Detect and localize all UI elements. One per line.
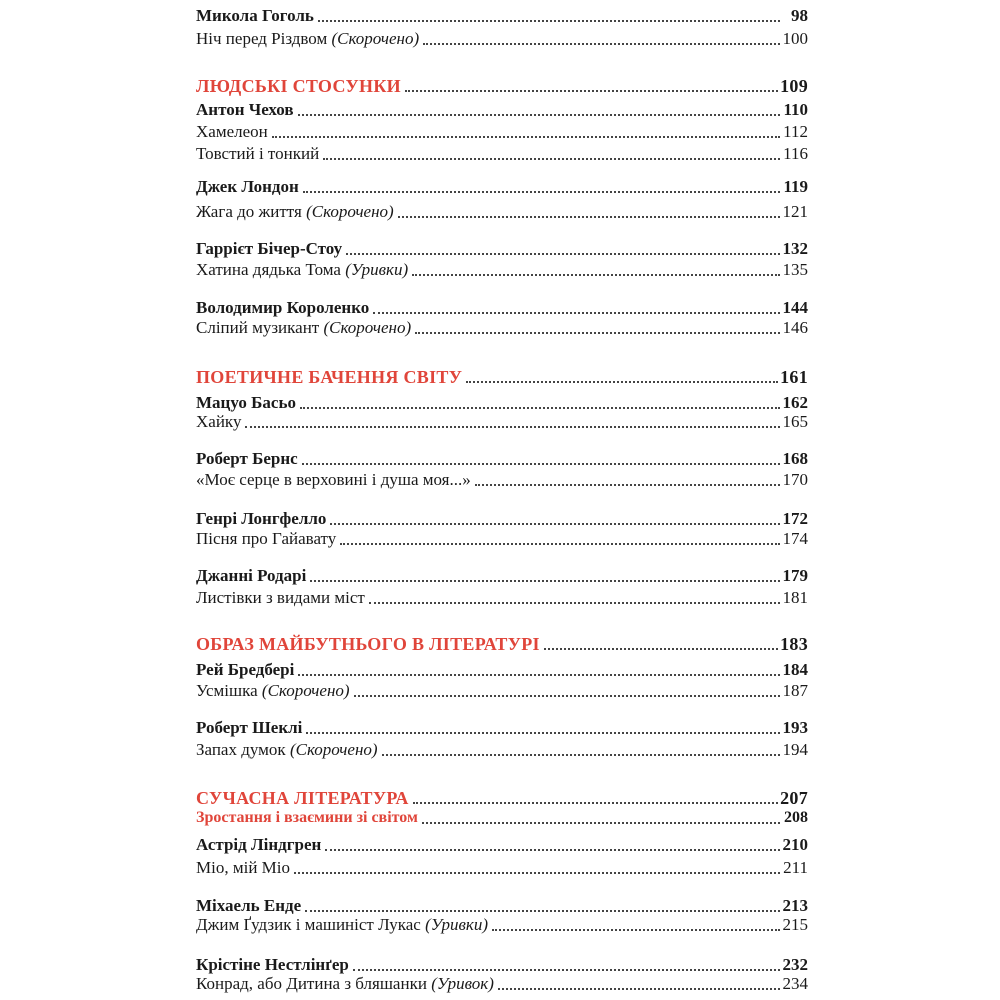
- entry-title-text: Володимир Короленко: [196, 298, 370, 317]
- entry-title: [196, 588, 365, 608]
- entry-title-text: Микола Гоголь: [196, 6, 314, 25]
- entry-title-text: СУЧАСНА ЛІТЕРАТУРА: [196, 788, 409, 808]
- page-number: 146: [782, 318, 808, 337]
- page-number: 181: [782, 588, 808, 607]
- entry-title-text: Гаррієт Бічер-Стоу: [196, 239, 343, 258]
- dot-leader: [310, 580, 780, 582]
- entry-title-text: Крістіне Нестлінґер: [196, 955, 349, 974]
- work-entry: [196, 584, 808, 608]
- entry-title-text: Роберт Шеклі: [196, 718, 303, 737]
- page-number: 161: [780, 367, 808, 387]
- page-number: 232: [782, 955, 808, 974]
- dot-leader: [298, 114, 780, 116]
- dot-leader: [475, 484, 780, 486]
- page-number: 132: [782, 239, 808, 258]
- page-number: 174: [782, 529, 808, 548]
- page-number: 121: [782, 202, 808, 221]
- dot-leader: [498, 988, 780, 990]
- dot-leader: [272, 136, 780, 138]
- page-number: 168: [782, 449, 808, 468]
- dot-leader: [323, 158, 780, 160]
- dot-leader: [245, 426, 780, 428]
- entry-title-text: Жага до життя: [196, 202, 302, 221]
- dot-leader: [405, 90, 778, 92]
- entry-title-text: Роберт Бернс: [196, 449, 298, 468]
- entry-note: (Скорочено): [289, 740, 378, 759]
- entry-title-text: ПОЕТИЧНЕ БАЧЕННЯ СВІТУ: [196, 367, 463, 387]
- work-entry: [196, 408, 808, 432]
- page-number: 210: [782, 835, 808, 854]
- entry-title-text: Джек Лондон: [196, 177, 299, 196]
- entry-title: [196, 529, 336, 549]
- entry-note: (Скорочено): [331, 29, 420, 48]
- entry-title: [196, 470, 471, 490]
- page-number: 100: [782, 29, 808, 48]
- entry-title: [196, 29, 419, 49]
- entry-title-text: Антон Чехов: [196, 100, 294, 119]
- dot-leader: [318, 20, 780, 22]
- dot-leader: [303, 191, 780, 193]
- page-number: 184: [782, 660, 808, 679]
- dot-leader: [398, 216, 780, 218]
- entry-title-text: Пісня про Гайавату: [196, 529, 337, 548]
- section-heading: [196, 363, 808, 387]
- entry-title-text: Ніч перед Різдвом: [196, 29, 328, 48]
- author-entry: [196, 714, 808, 738]
- dot-leader: [423, 43, 780, 45]
- dot-leader: [294, 872, 780, 874]
- dot-leader: [298, 674, 780, 676]
- entry-title-text: Міхаель Енде: [196, 896, 302, 915]
- entry-title: [196, 974, 494, 994]
- entry-title: [196, 260, 408, 280]
- work-entry: [196, 198, 808, 222]
- entry-title: [196, 718, 302, 738]
- work-entry: [196, 256, 808, 280]
- work-entry: [196, 911, 808, 935]
- entry-title: [196, 100, 294, 120]
- dot-leader: [466, 381, 778, 383]
- entry-title-text: Міо, мій Міо: [196, 858, 291, 877]
- page-number: 109: [780, 76, 808, 96]
- entry-note: (Уривки): [425, 915, 488, 934]
- dot-leader: [382, 754, 780, 756]
- section-heading: [196, 630, 808, 654]
- entry-title: [196, 858, 290, 878]
- page-number: 110: [783, 100, 808, 119]
- entry-title: [196, 76, 401, 96]
- author-entry: [196, 96, 808, 120]
- dot-leader: [415, 332, 780, 334]
- entry-title-text: Хамелеон: [196, 122, 268, 141]
- page-number: 119: [783, 177, 808, 196]
- work-entry: [196, 970, 808, 994]
- entry-title: [196, 566, 306, 586]
- entry-title: [196, 634, 540, 654]
- entry-title-text: Генрі Лонгфелло: [196, 509, 327, 528]
- entry-title: [196, 122, 268, 142]
- entry-title-text: Хайку: [196, 412, 242, 431]
- page-number: 215: [782, 915, 808, 934]
- entry-title: [196, 835, 321, 855]
- work-entry: [196, 854, 808, 878]
- author-entry: [196, 831, 808, 855]
- author-entry: [196, 2, 808, 26]
- work-entry: [196, 25, 808, 49]
- entry-title: [196, 808, 418, 828]
- entry-title-text: Сліпий музикант: [196, 318, 320, 337]
- entry-title-text: Листівки з видами міст: [196, 588, 365, 607]
- dot-leader: [306, 732, 780, 734]
- work-entry: [196, 314, 808, 338]
- section-heading: [196, 72, 808, 96]
- dot-leader: [422, 822, 780, 824]
- entry-title-text: Рей Бредбері: [196, 660, 295, 679]
- entry-title-text: Астрід Ліндгрен: [196, 835, 322, 854]
- author-entry: [196, 173, 808, 197]
- entry-title-text: Джанні Родарі: [196, 566, 307, 585]
- entry-title: [196, 177, 299, 197]
- entry-title-text: Товстий і тонкий: [196, 144, 320, 163]
- page-number: 234: [782, 974, 808, 993]
- author-entry: [196, 562, 808, 586]
- entry-title-text: Хатина дядька Тома: [196, 260, 341, 279]
- page-number: 144: [782, 298, 808, 317]
- page-number: 112: [783, 122, 808, 141]
- entry-title-text: Конрад, або Дитина з бляшанки: [196, 974, 427, 993]
- work-entry: [196, 140, 808, 164]
- page-number: 170: [782, 470, 808, 489]
- work-entry: [196, 677, 808, 701]
- entry-title: [196, 740, 378, 760]
- page-number: 193: [782, 718, 808, 737]
- page-number: 162: [782, 393, 808, 412]
- entry-title: [196, 681, 350, 701]
- subsection-heading: [196, 804, 808, 828]
- entry-title-text: Зростання і взаємини зі світом: [196, 809, 418, 826]
- entry-title-text: ОБРАЗ МАЙБУТНЬОГО В ЛІТЕРАТУРІ: [196, 634, 540, 654]
- entry-title: [196, 318, 411, 338]
- page-number: 187: [782, 681, 808, 700]
- page-number: 172: [782, 509, 808, 528]
- entry-note: (Скорочено): [323, 318, 412, 337]
- entry-title-text: «Моє серце в верховині і душа моя...»: [196, 470, 471, 489]
- entry-note: (Скорочено): [261, 681, 350, 700]
- entry-note: (Скорочено): [306, 202, 394, 221]
- dot-leader: [340, 543, 780, 545]
- page-number: 116: [783, 144, 808, 163]
- work-entry: [196, 466, 808, 490]
- dot-leader: [412, 274, 780, 276]
- entry-note: (Уривок): [431, 974, 494, 993]
- entry-title-text: Усмішка: [196, 681, 258, 700]
- page-number: 207: [780, 788, 808, 808]
- page-number: 211: [783, 858, 808, 877]
- page-number: 179: [782, 566, 808, 585]
- page-number: 183: [780, 634, 808, 654]
- page-number: 194: [782, 740, 808, 759]
- entry-note: (Уривки): [345, 260, 409, 279]
- work-entry: [196, 118, 808, 142]
- dot-leader: [325, 849, 780, 851]
- entry-title: [196, 202, 394, 222]
- page-number: 213: [782, 896, 808, 915]
- entry-title-text: ЛЮДСЬКІ СТОСУНКИ: [196, 76, 401, 96]
- dot-leader: [346, 253, 780, 255]
- page-number: 208: [784, 809, 808, 826]
- entry-title-text: Джим Ґудзик і машиніст Лукас: [196, 915, 421, 934]
- entry-title-text: Запах думок: [196, 740, 286, 759]
- entry-title: [196, 367, 462, 387]
- page-number: 135: [782, 260, 808, 279]
- work-entry: [196, 525, 808, 549]
- work-entry: [196, 736, 808, 760]
- page-number: 98: [791, 6, 808, 25]
- dot-leader: [492, 929, 780, 931]
- dot-leader: [369, 602, 780, 604]
- dot-leader: [354, 695, 780, 697]
- entry-title-text: Мацуо Басьо: [196, 393, 296, 412]
- entry-title: [196, 915, 488, 935]
- page-number: 165: [782, 412, 808, 431]
- dot-leader: [544, 648, 778, 650]
- dot-leader: [302, 463, 780, 465]
- entry-title: [196, 144, 319, 164]
- entry-title: [196, 412, 241, 432]
- entry-title: [196, 6, 314, 26]
